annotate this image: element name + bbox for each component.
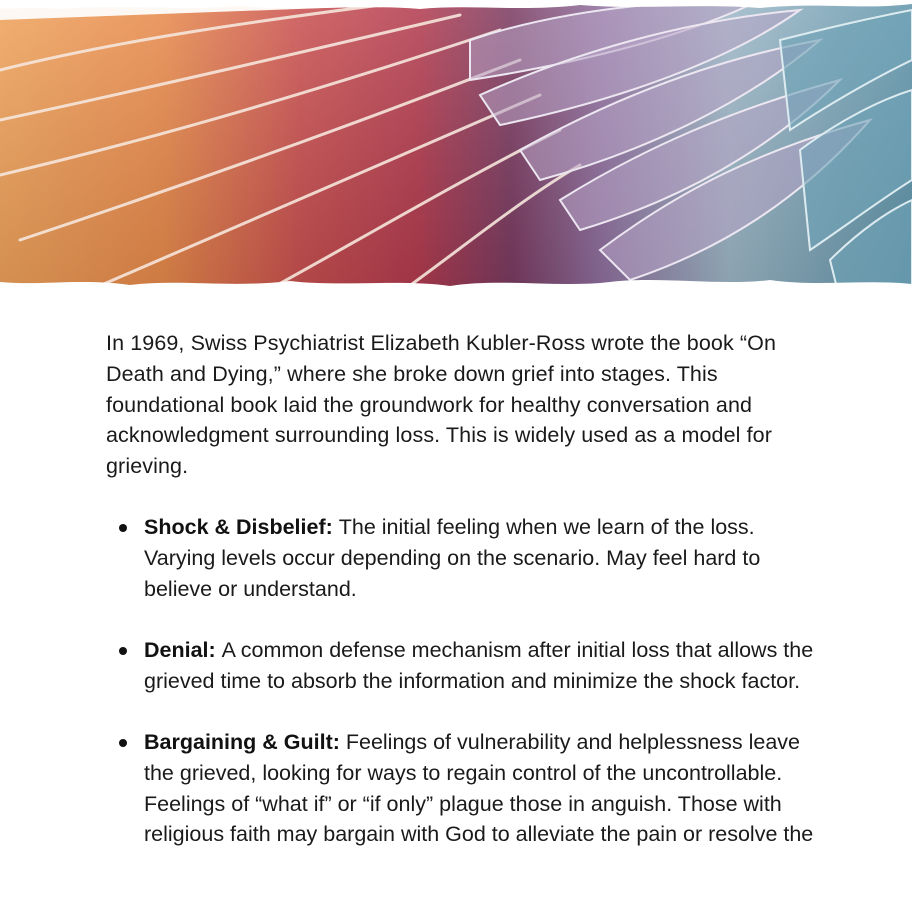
list-item [106,635,826,697]
bullet-icon [119,647,127,655]
bullet-icon [119,739,127,747]
header-illustration [0,0,912,310]
stage-term: Bargaining & Guilt: [144,729,346,754]
stage-term: Shock & Disbelief: [144,514,339,539]
intro-paragraph: In 1969, Swiss Psychiatrist Elizabeth Kubler-Ross wrote the book “On Death and Dying,” where she broke down grief into stages. This foundational book laid the groundwork for healthy conversation and acknowledgment surrounding loss. This is widely used as a model for grieving. [106,331,777,479]
stage-description: A common defense mechanism after initial loss that allows the grieved time to absorb the information and minimize the shock factor. [144,637,814,693]
list-item [106,512,826,604]
grief-stages-list [106,512,826,850]
stage-description: Feelings of vulnerability and helplessness leave the grieved, looking for ways to regain control of the uncontrollable. Feelings of “what if” or “if only” plague those in anguish. Those with religious faith may bargain with God to alleviate the pain or resolve the [144,729,814,847]
stage-description: The initial feeling when we learn of the loss. Varying levels occur depending on the scenario. May feel hard to believe or understand. [144,514,761,601]
article-body [106,328,826,881]
bullet-icon [119,524,127,532]
watercolor-wing-icon [0,0,912,310]
stage-term: Denial: [144,637,222,662]
list-item [106,727,826,850]
